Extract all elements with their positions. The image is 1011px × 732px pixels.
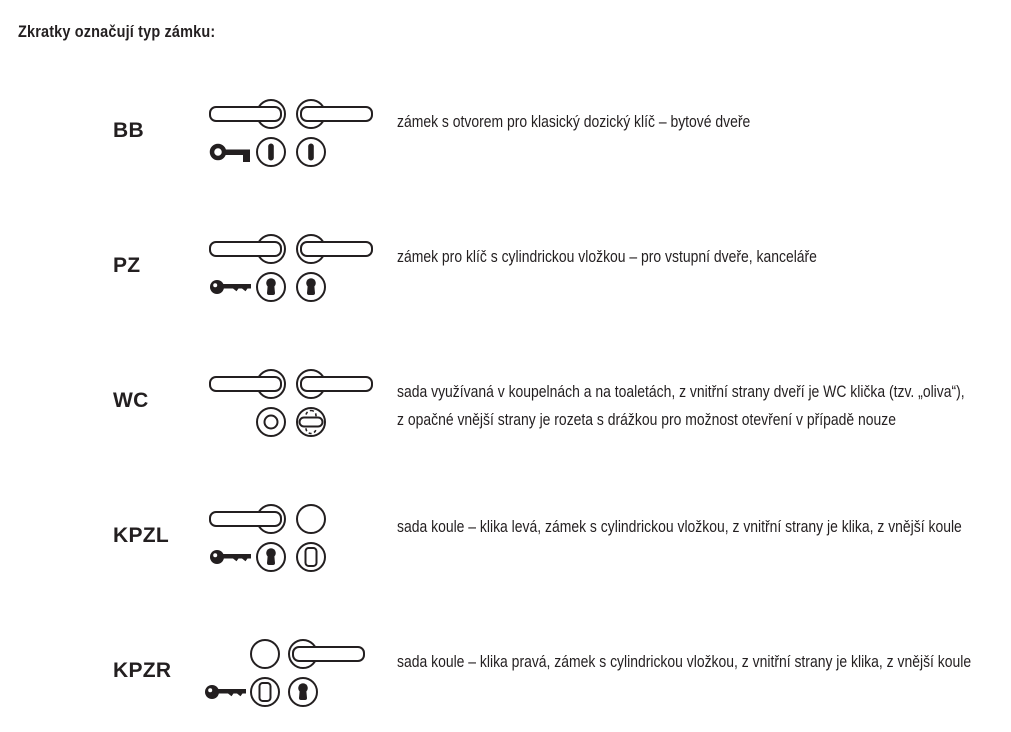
lock-description-kpzr: sada koule – klika pravá, zámek s cylindrickou vložkou, z vnitřní strany je klika, z vnější koule [397,652,972,671]
pz-keyhole-rosette-icon [257,273,285,301]
cylinder-key-icon [210,280,251,294]
door-handle-left-icon [210,505,285,533]
bb-keyhole-rosette-icon [297,138,325,166]
lockset-illustration-pz [205,233,375,305]
pz-keyhole-rosette-icon [297,273,325,301]
lock-code-kpzr: KPZR [113,659,172,682]
pz-keyhole-rosette-icon [289,678,317,706]
lock-description-bb: zámek s otvorem pro klasický dozický klíč – bytové dveře [397,112,751,131]
door-handle-right-icon [289,640,364,668]
lock-description-wc: sada využívaná v koupelnách a na toaletách, z vnitřní strany dveří je WC klička (tzv. „oliva“), z opačné vnější strany je rozeta s drážkou pro možnost otevření v případě nouze [397,382,965,429]
lockset-illustration-kpzr [205,638,375,710]
lockset-illustration-kpzl [205,503,375,575]
door-knob-icon [297,505,325,533]
wc-oliva-thumbturn-icon [297,408,325,436]
lock-code-pz: PZ [113,254,141,277]
cylinder-key-icon [210,550,251,564]
pz-keyhole-rosette-icon [257,543,285,571]
bit-key-icon [212,146,250,162]
page-title: Zkratky označují typ zámku: [18,22,216,41]
bb-keyhole-rosette-icon [257,138,285,166]
door-handle-left-icon [210,235,285,263]
blind-rosette-icon [297,543,325,571]
door-handle-left-icon [210,370,285,398]
cylinder-key-icon [205,685,246,699]
lock-description-kpzl: sada koule – klika levá, zámek s cylindrickou vložkou, z vnitřní strany je klika, z vnější koule [397,517,962,536]
door-knob-icon [251,640,279,668]
lock-code-bb: BB [113,119,144,142]
door-handle-right-icon [297,370,372,398]
door-handle-right-icon [297,100,372,128]
lockset-illustration-bb [205,98,375,170]
lock-description-pz: zámek pro klíč s cylindrickou vložkou – pro vstupní dveře, kanceláře [397,247,817,266]
lockset-illustration-wc [205,368,375,440]
blind-rosette-icon [251,678,279,706]
lock-code-wc: WC [113,389,149,412]
wc-rosette-groove-icon [257,408,285,436]
door-handle-left-icon [210,100,285,128]
lock-code-kpzl: KPZL [113,524,170,547]
door-handle-right-icon [297,235,372,263]
